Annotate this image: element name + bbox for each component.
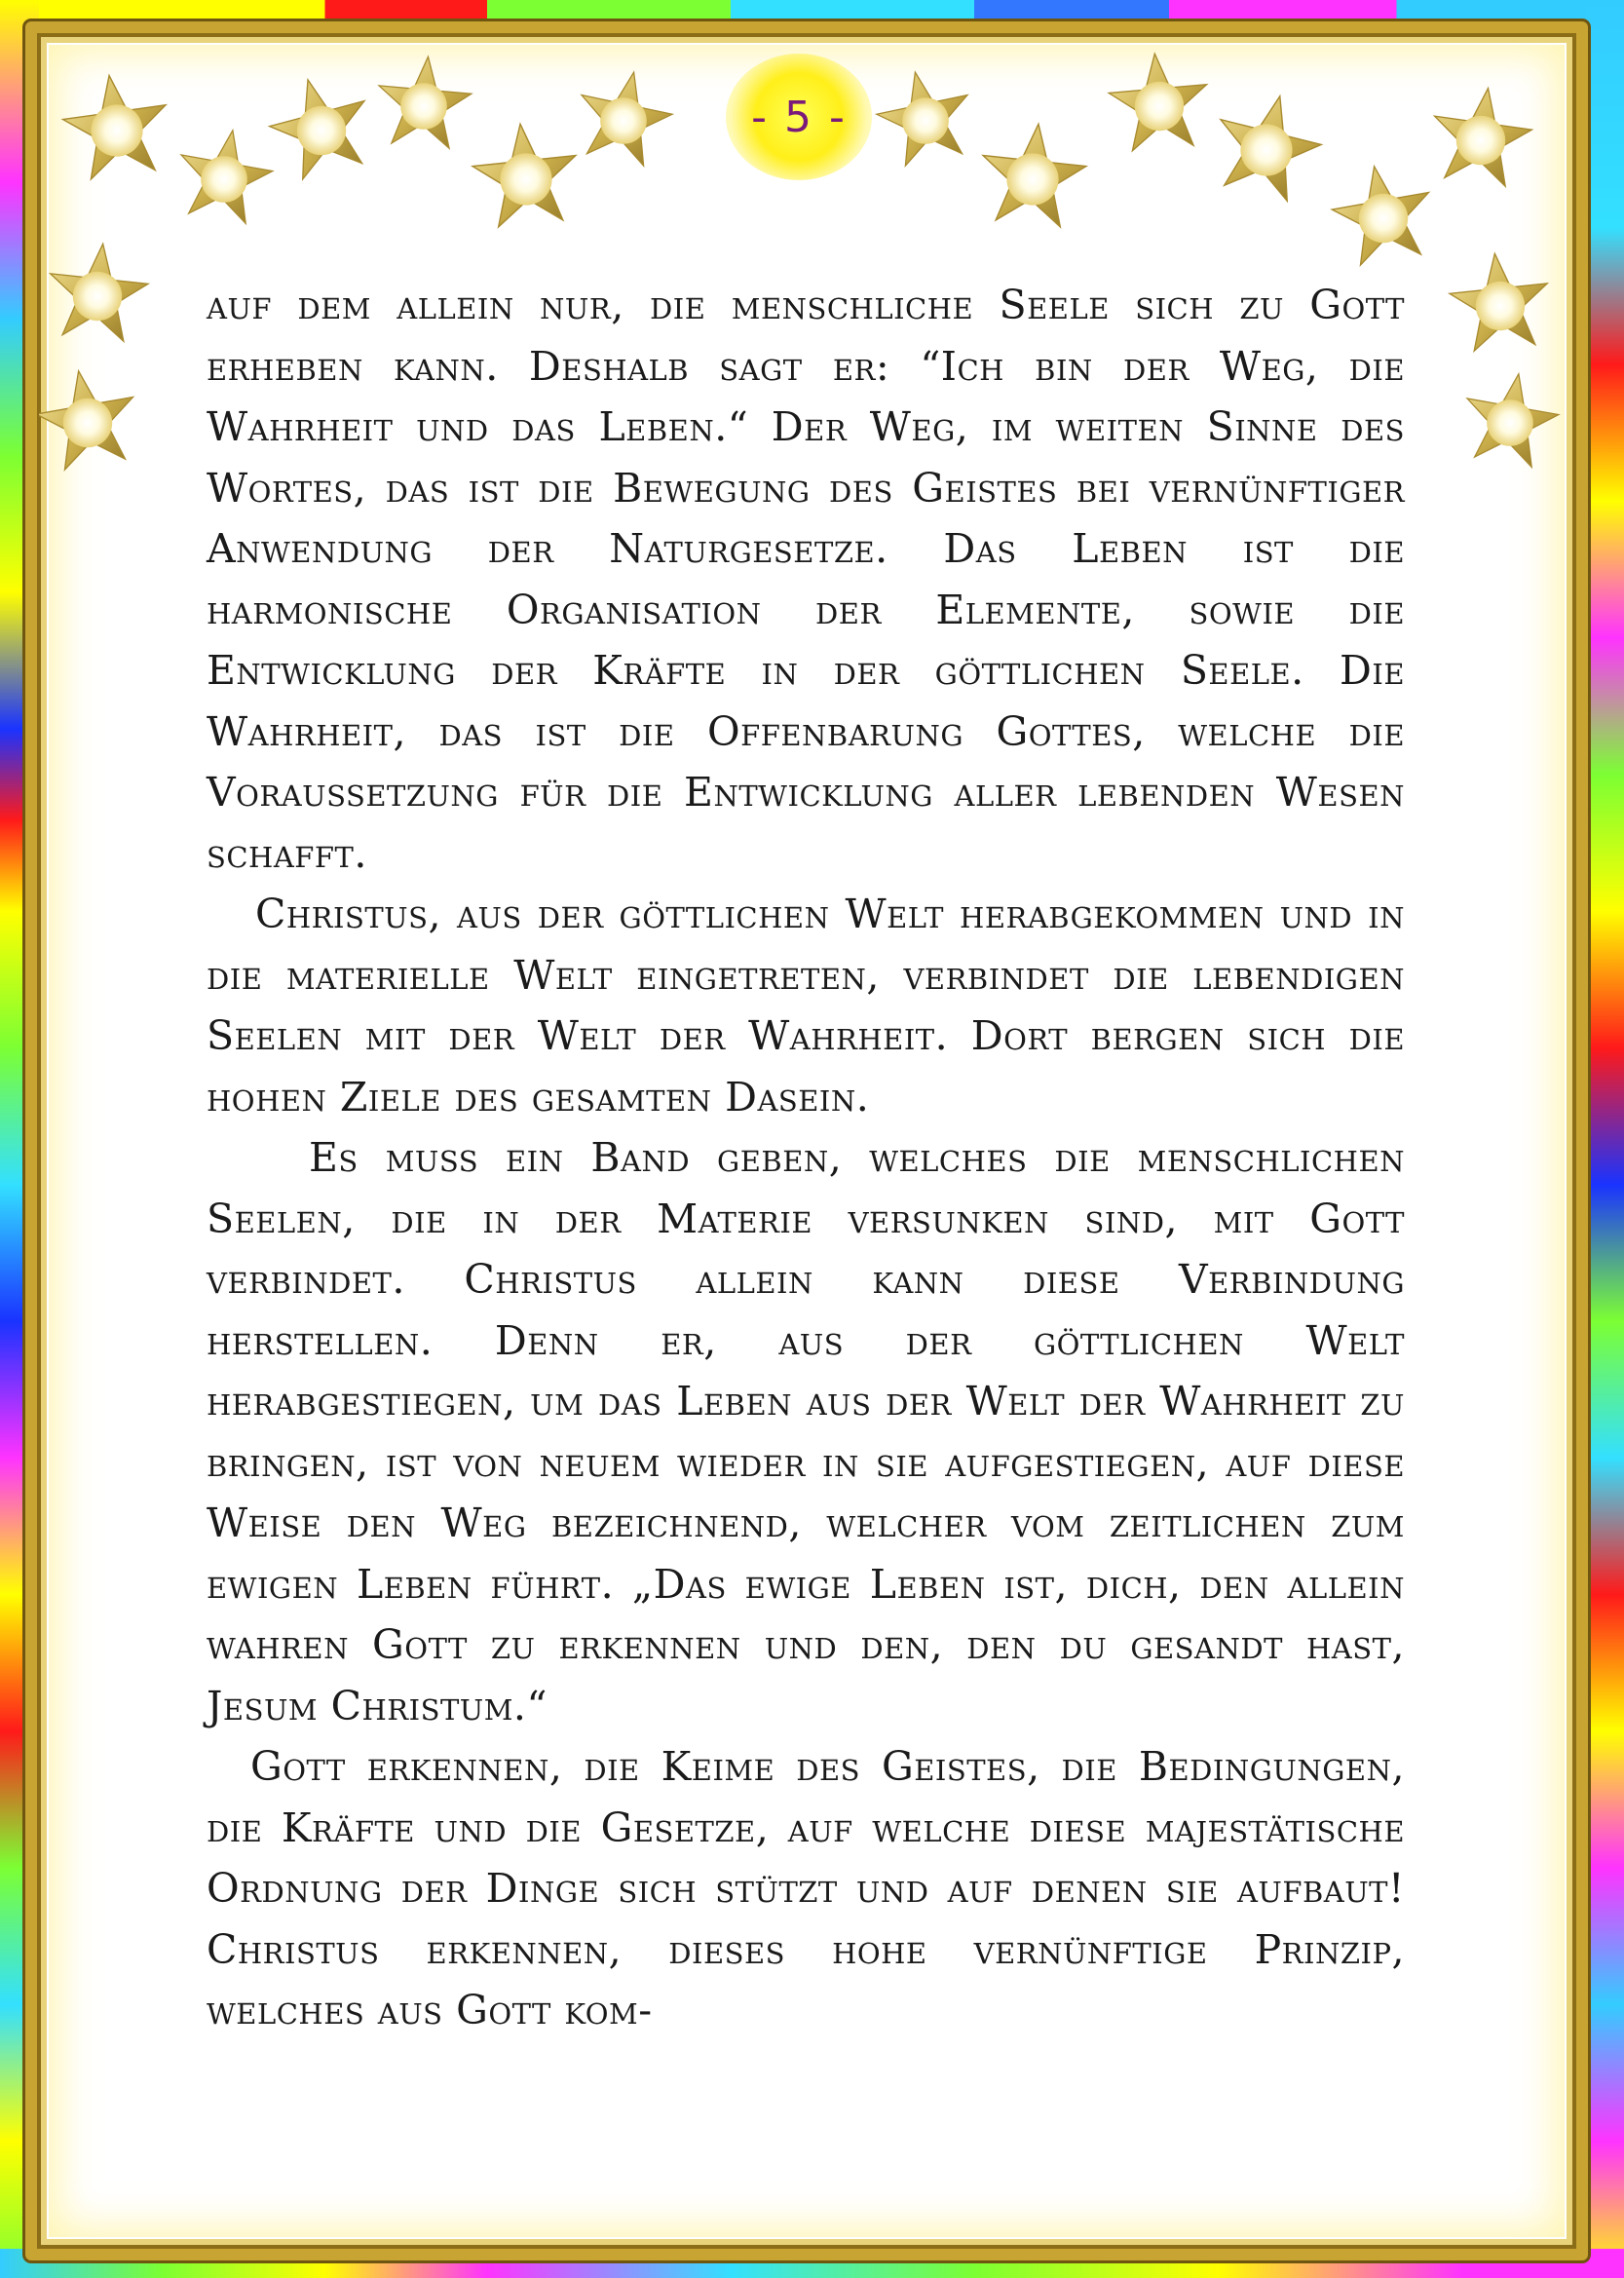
- paragraph-3: Es muss ein Band geben, welches die menschlichen Seelen, die in der Materie versunken sind, mit Gott verbindet. Christus allein kann diese Verbindung herstellen. Denn er, aus der göttlichen Welt herabgestiegen, um das Leben aus der Welt der Wahrheit zu bringen, ist von neuem wieder in sie aufgestiegen, auf diese Weise den Weg bezeichnend, welcher vom zeitlichen zum ewigen Leben führt. „Das ewige Leben ist, dich, den allein wahren Gott zu erkennen und den, den du gesandt hast, Jesum Christum.“: [207, 1134, 1405, 1729]
- rainbow-right-edge: [1585, 0, 1624, 2278]
- paragraph-4: Gott erkennen, die Keime des Geistes, die Bedingungen, die Kräfte und die Gesetze, auf welche diese majestätische Ordnung der Dinge sich stützt und auf denen sie aufbaut! Christus erkennen, dieses hohe vernünftige Prinzip, welches aus Gott kom-: [207, 1743, 1405, 2033]
- paragraph-2: Christus, aus der göttlichen Welt herabgekommen und in die materielle Welt eingetreten, verbindet die lebendigen Seelen mit der Welt der Wahrheit. Dort bergen sich die hohen Ziele des gesamten Dasein.: [207, 891, 1405, 1120]
- body-text: [207, 275, 1405, 2041]
- paragraph-1: auf dem allein nur, die menschliche Seele sich zu Gott erheben kann. Deshalb sagt er: “Ich bin der Weg, die Wahrheit und das Leben.“ Der Weg, im weiten Sinne des Wortes, das ist die Bewegung des Geistes bei vernünftiger Anwendung der Naturgesetze. Das Leben ist die harmonische Organisation der Elemente, sowie die Entwicklung der Kräfte in der göttlichen Seele. Die Wahrheit, das ist die Offenbarung Gottes, welche die Voraussetzung für die Entwicklung aller lebenden Wesen schafft.: [207, 282, 1405, 877]
- page-number: - 5 -: [751, 92, 847, 142]
- page-number-badge: [726, 54, 872, 180]
